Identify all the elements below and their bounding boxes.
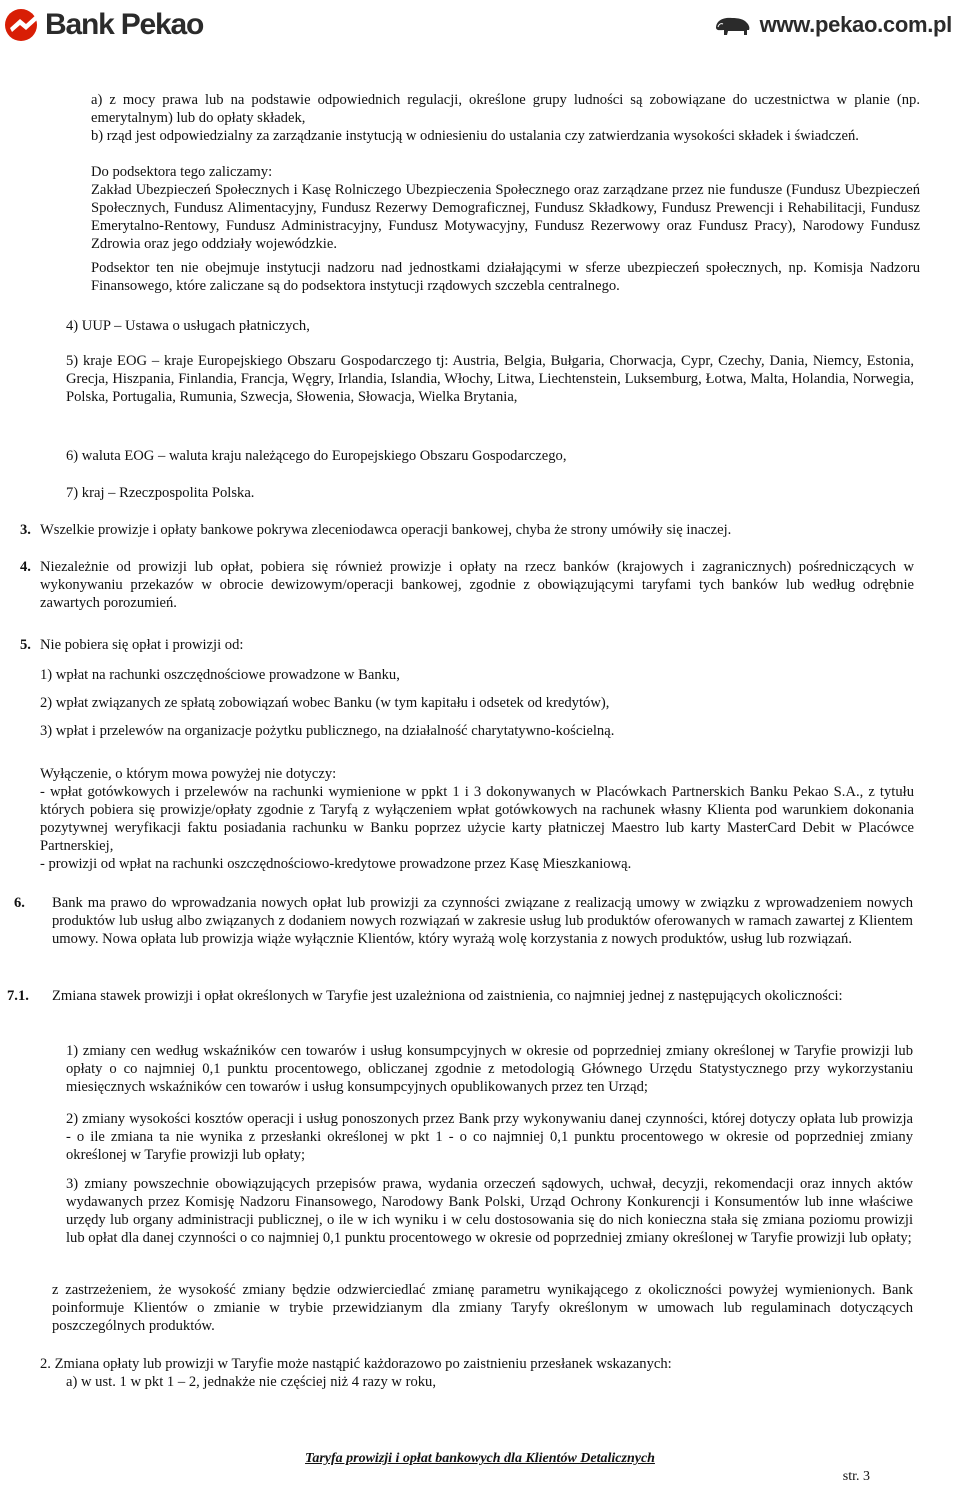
section-4-number: 4. xyxy=(20,559,31,575)
paragraph-b: b) rząd jest odpowiedzialny za zarządzanie instytucją w odniesieniu do ustalania czy zatwierdzania wysokości składek i świadczeń. xyxy=(91,128,859,144)
definition-6: 6) waluta EOG – waluta kraju należącego do Europejskiego Obszaru Gospodarczego, xyxy=(66,448,567,464)
website-area xyxy=(714,12,952,38)
section-5-exclusion-2: - prowizji od wpłat na rachunki oszczędnościowo-kredytowe prowadzone przez Kasę Mieszkaniową. xyxy=(40,856,632,872)
brand-name: Bank Pekao xyxy=(45,8,204,41)
definition-7: 7) kraj – Rzeczpospolita Polska. xyxy=(66,485,255,501)
bison-icon xyxy=(714,14,752,36)
subsector-intro: Do podsektora tego zaliczamy: xyxy=(91,164,273,180)
section-3-number: 3. xyxy=(20,522,31,538)
page-header xyxy=(0,0,960,50)
section-7-1-number: 7.1. xyxy=(7,988,29,1004)
section-7-2-item-a: a) w ust. 1 w pkt 1 – 2, jednakże nie częściej niż 4 razy w roku, xyxy=(66,1374,436,1390)
pekao-logo-icon xyxy=(4,8,42,42)
section-5-exclusion-1: - wpłat gotówkowych i przelewów na rachunki wymienione w ppkt 1 i 3 dokonywanych w Placówkach Partnerskich Banku Pekao S.A., z tytułu których pobiera się prowizje/opłaty zgodnie z Taryfą z wyłączeniem wpłat gotówkowych na rachunek własny Klienta pod warunkiem dokonania pozytywnej weryfikacji faktu posiadania rachunku w Banku poprzez użycie karty płatniczej Maestro lub karty MasterCard Debit w Placówce Partnerskiej, xyxy=(40,784,914,854)
section-7-1-item-2: 2) zmiany wysokości kosztów operacji i usług ponoszonych przez Bank przy wykonywaniu danej czynności, której dotyczy opłata lub prowizja - o ile zmiana ta nie wynika z przesłanki określonej w pkt 1 - o co najmniej 0,1 punktu procentowego w okresie od poprzedniej zmiany określonej w Taryfie prowizji lub opłaty; xyxy=(66,1111,913,1163)
section-7-1-text: Zmiana stawek prowizji i opłat określonych w Taryfie jest uzależniona od zaistnienia, co najmniej jednej z następujących okoliczności: xyxy=(52,988,843,1004)
paragraph-a: a) z mocy prawa lub na podstawie odpowiednich regulacji, określone grupy ludności są zobowiązane do uczestnictwa w planie (np. emerytalnym) lub do opłaty składek, xyxy=(91,92,920,126)
section-5-item-2: 2) wpłat związanych ze spłatą zobowiązań wobec Banku (w tym kapitału i odsetek od kredytów), xyxy=(40,695,610,711)
section-5-item-1: 1) wpłat na rachunki oszczędnościowe prowadzone w Banku, xyxy=(40,667,400,683)
section-5-item-3: 3) wpłat i przelewów na organizacje pożytku publicznego, na działalność charytatywno-kościelną. xyxy=(40,723,615,739)
section-7-1-item-3: 3) zmiany powszechnie obowiązujących przepisów prawa, wydania orzeczeń sądowych, uchwał, decyzji, rekomendacji oraz innych aktów wydawanych przez Komisję Nadzoru Finansowego, Narodowy Bank Polski, Urząd Ochrony Konkurencji i Konsumentów lub inne właściwe urzędy lub organy administracji publicznej, o ile w ich wyniku i w celu dostosowania się do nich konieczna stała się zmiana poziomu prowizji lub opłat dla danej czynności o co najmniej 0,1 punktu procentowego w okresie od poprzedniej zmiany określonej w Taryfie prowizji lub opłaty; xyxy=(66,1176,913,1246)
section-5-text: Nie pobiera się opłat i prowizji od: xyxy=(40,637,244,653)
section-7-2-text: 2. Zmiana opłaty lub prowizji w Taryfie może nastąpić każdorazowo po zaistnieniu przesłanek wskazanych: xyxy=(40,1356,672,1372)
website-link[interactable]: www.pekao.com.pl xyxy=(759,12,952,37)
section-6-text: Bank ma prawo do wprowadzania nowych opłat lub prowizji za czynności związane z realizacją umowy w związku z wprowadzeniem nowych produktów lub usług albo związanych z dodaniem nowych rozwiązań w zakresie usług lub produktów oferowanych w ramach zawartej z Klientem umowy. Nowa opłata lub prowizja wiąże wyłącznie Klientów, który wyrażą wolę korzystania z nowych produktów, usług lub rozwiązań. xyxy=(52,895,913,947)
section-4-text: Niezależnie od prowizji lub opłat, pobiera się również prowizje i opłaty na rzecz banków (krajowych i zagranicznych) pośredniczących w wykonywaniu przekazów w obrocie dewizowym/operacji bankowej, zgodnie z obowiązującymi taryfami tych banków lub według odrębnie zawartych porozumień. xyxy=(40,559,914,611)
section-5-number: 5. xyxy=(20,637,31,653)
subsector-exclusion: Podsektor ten nie obejmuje instytucji nadzoru nad jednostkami działającymi w sferze ubezpieczeń społecznych, np. Komisja Nadzoru Finansowego, które zaliczane są do podsektora instytucji rządowych szczebla centralnego. xyxy=(91,260,920,294)
subsector-list: Zakład Ubezpieczeń Społecznych i Kasę Rolniczego Ubezpieczenia Społecznego oraz zarządzane przez nie fundusze (Fundusz Ubezpieczeń Społecznych, Fundusz Alimentacyjny, Fundusz Rezerwy Demograficznej, Fundusz Składkowy, Fundusz Prewencji i Rehabilitacji, Fundusz Emerytalno-Rentowy, Fundusz Administracyjny, Fundusz Motywacyjny, Fundusz Rezerwowy oraz Fundusz Pracy), Narodowy Fundusz Zdrowia oraz jego oddziały wojewódzkie. xyxy=(91,182,920,252)
section-5-exclusion-heading: Wyłączenie, o którym mowa powyżej nie dotyczy: xyxy=(40,766,337,782)
definition-4: 4) UUP – Ustawa o usługach płatniczych, xyxy=(66,318,310,334)
definition-5: 5) kraje EOG – kraje Europejskiego Obszaru Gospodarczego tj: Austria, Belgia, Bułgaria, Chorwacja, Cypr, Czechy, Dania, Niemcy, Estonia, Grecja, Hiszpania, Finlandia, Francja, Węgry, Irlandia, Islandia, Włochy, Litwa, Liechtenstein, Luksemburg, Łotwa, Malta, Holandia, Norwegia, Polska, Portugalia, Rumunia, Szwecja, Słowenia, Słowacja, Wielka Brytania, xyxy=(66,353,914,405)
bank-logo xyxy=(4,8,203,42)
section-7-1-item-1: 1) zmiany cen według wskaźników cen towarów i usług konsumpcyjnych w okresie od poprzedniej zmiany określonej w Taryfie prowizji lub opłaty o co najmniej 0,1 punktu procentowego, obliczanej zgodnie z metodologią Głównego Urzędu Statystycznego przy wykorzystaniu miesięcznych wskaźników cen towarów i usług konsumpcyjnych opublikowanych przez ten Urząd; xyxy=(66,1043,913,1095)
page-number: str. 3 xyxy=(842,1469,870,1484)
section-3-text: Wszelkie prowizje i opłaty bankowe pokrywa zleceniodawca operacji bankowej, chyba że strony umówiły się inaczej. xyxy=(40,522,732,538)
footer-title: Taryfa prowizji i opłat bankowych dla Klientów Detalicznych xyxy=(305,1451,655,1466)
section-6-number: 6. xyxy=(14,895,25,911)
section-7-1-reservation: z zastrzeżeniem, że wysokość zmiany będzie odzwierciedlać zmianę parametru wynikającego z okoliczności powyżej wymienionych. Bank poinformuje Klientów o zmianie w trybie przewidzianym dla zmiany Taryfy określonym w umowach lub regulaminach dotyczących poszczególnych produktów. xyxy=(52,1282,913,1334)
